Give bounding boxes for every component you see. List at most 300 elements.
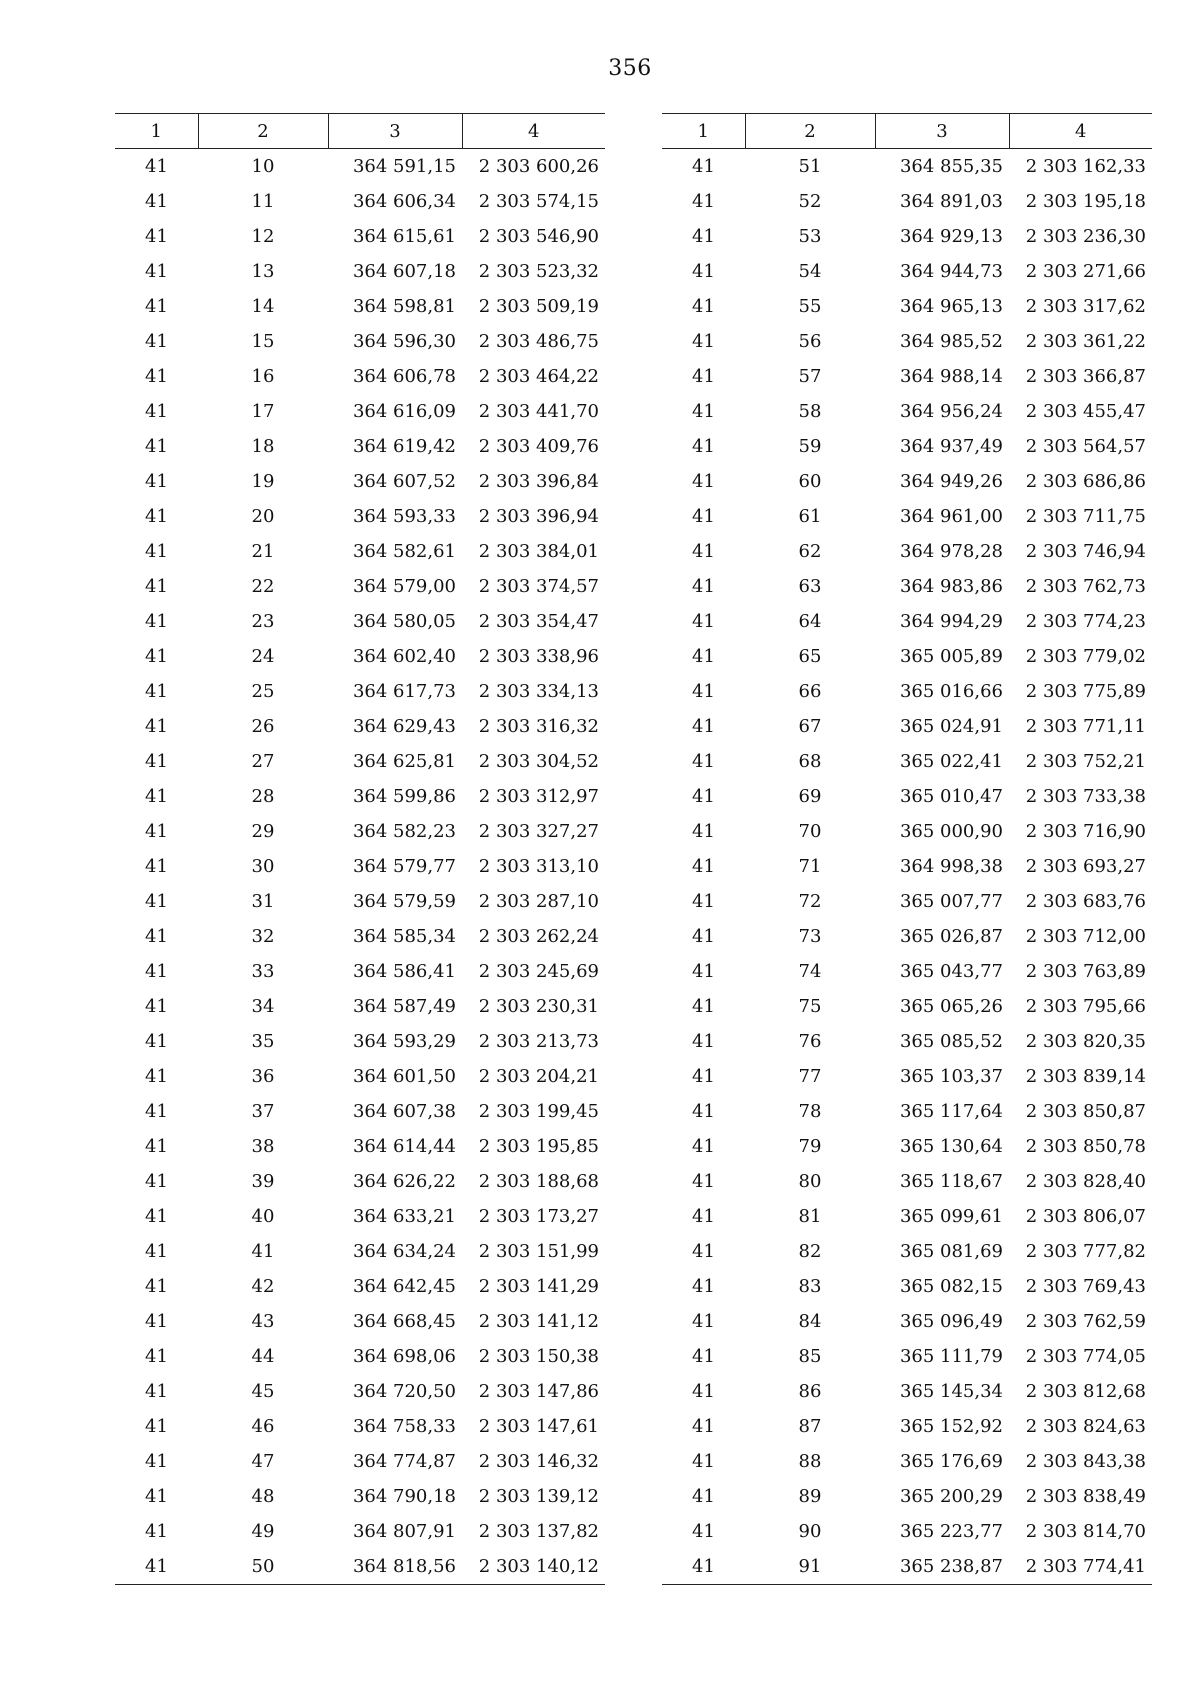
cell-coordinate-x: 364 587,49 <box>352 996 456 1017</box>
cell-section: 41 <box>145 1206 168 1227</box>
cell-point-number: 35 <box>251 1031 275 1052</box>
cell-coordinate-x: 365 111,79 <box>899 1346 1003 1367</box>
table-row <box>662 254 1152 289</box>
table-row <box>115 989 605 1024</box>
table-row <box>662 954 1152 989</box>
cell-section: 41 <box>145 191 168 212</box>
cell-coordinate-y: 2 303 774,05 <box>1025 1346 1146 1367</box>
table-row <box>115 359 605 394</box>
cell-section: 41 <box>692 1276 715 1297</box>
cell-section: 41 <box>692 996 715 1017</box>
cell-coordinate-x: 365 026,87 <box>899 926 1003 947</box>
cell-coordinate-x: 364 891,03 <box>899 191 1003 212</box>
cell-section: 41 <box>145 1031 168 1052</box>
table-row <box>115 674 605 709</box>
cell-coordinate-y: 2 303 396,84 <box>478 471 599 492</box>
cell-coordinate-x: 364 586,41 <box>352 961 456 982</box>
table-row <box>662 569 1152 604</box>
column-header-3: 3 <box>328 114 462 149</box>
cell-point-number: 15 <box>251 331 275 352</box>
cell-coordinate-x: 365 081,69 <box>899 1241 1003 1262</box>
cell-point-number: 59 <box>798 436 822 457</box>
table-row <box>115 779 605 814</box>
cell-coordinate-y: 2 303 236,30 <box>1025 226 1146 247</box>
cell-coordinate-x: 364 807,91 <box>352 1521 456 1542</box>
cell-coordinate-y: 2 303 814,70 <box>1025 1521 1146 1542</box>
table-row <box>115 1444 605 1479</box>
table-row <box>662 1549 1152 1585</box>
cell-coordinate-x: 364 642,45 <box>352 1276 456 1297</box>
table-row <box>115 1094 605 1129</box>
cell-section: 41 <box>692 401 715 422</box>
table-row <box>662 639 1152 674</box>
cell-coordinate-y: 2 303 716,90 <box>1025 821 1146 842</box>
cell-coordinate-y: 2 303 774,41 <box>1009 1549 1152 1585</box>
cell-point-number: 64 <box>798 611 822 632</box>
cell-point-number: 50 <box>198 1549 328 1585</box>
cell-section: 41 <box>145 821 168 842</box>
table-row <box>115 709 605 744</box>
cell-section: 41 <box>145 1171 168 1192</box>
cell-coordinate-y: 2 303 361,22 <box>1025 331 1146 352</box>
cell-section: 41 <box>145 401 168 422</box>
cell-point-number: 22 <box>251 576 275 597</box>
table-row <box>115 814 605 849</box>
cell-coordinate-y: 2 303 287,10 <box>478 891 599 912</box>
page-number: 356 <box>608 56 652 81</box>
cell-coordinate-x: 364 983,86 <box>899 576 1003 597</box>
table-row <box>662 464 1152 499</box>
cell-coordinate-y: 2 303 574,15 <box>478 191 599 212</box>
cell-coordinate-x: 364 582,23 <box>352 821 456 842</box>
cell-coordinate-y: 2 303 141,29 <box>478 1276 599 1297</box>
table-row <box>662 219 1152 254</box>
table-row <box>115 1269 605 1304</box>
table-row <box>662 884 1152 919</box>
cell-coordinate-y: 2 303 686,86 <box>1025 471 1146 492</box>
cell-section: 41 <box>145 786 168 807</box>
cell-section: 41 <box>692 1451 715 1472</box>
cell-coordinate-x: 365 103,37 <box>899 1066 1003 1087</box>
cell-coordinate-x: 365 024,91 <box>899 716 1003 737</box>
cell-coordinate-y: 2 303 774,23 <box>1025 611 1146 632</box>
table-row <box>662 779 1152 814</box>
cell-section: 41 <box>692 926 715 947</box>
cell-coordinate-y: 2 303 712,00 <box>1025 926 1146 947</box>
cell-coordinate-y: 2 303 564,57 <box>1025 436 1146 457</box>
cell-point-number: 88 <box>798 1451 822 1472</box>
cell-coordinate-x: 364 602,40 <box>352 646 456 667</box>
column-header-1: 1 <box>662 114 745 149</box>
cell-section: 41 <box>145 1276 168 1297</box>
cell-coordinate-x: 364 606,78 <box>352 366 456 387</box>
table-row <box>115 1059 605 1094</box>
cell-point-number: 67 <box>798 716 822 737</box>
cell-point-number: 71 <box>798 856 822 877</box>
cell-coordinate-x: 365 043,77 <box>899 961 1003 982</box>
cell-coordinate-x: 365 200,29 <box>899 1486 1003 1507</box>
cell-section: 41 <box>692 506 715 527</box>
cell-coordinate-x: 364 579,00 <box>352 576 456 597</box>
cell-coordinate-y: 2 303 824,63 <box>1025 1416 1146 1437</box>
cell-section: 41 <box>692 1416 715 1437</box>
column-header-1: 1 <box>115 114 198 149</box>
cell-coordinate-x: 364 633,21 <box>352 1206 456 1227</box>
cell-coordinate-x: 364 944,73 <box>899 261 1003 282</box>
cell-coordinate-x: 365 145,34 <box>899 1381 1003 1402</box>
cell-coordinate-y: 2 303 441,70 <box>478 401 599 422</box>
cell-coordinate-x: 364 579,77 <box>352 856 456 877</box>
cell-coordinate-y: 2 303 150,38 <box>478 1346 599 1367</box>
cell-coordinate-y: 2 303 850,78 <box>1025 1136 1146 1157</box>
table-body <box>115 149 605 1585</box>
cell-section: 41 <box>145 331 168 352</box>
table-row <box>115 744 605 779</box>
cell-section: 41 <box>692 786 715 807</box>
cell-section: 41 <box>692 1101 715 1122</box>
cell-section: 41 <box>145 996 168 1017</box>
cell-section: 41 <box>692 576 715 597</box>
cell-coordinate-y: 2 303 316,32 <box>478 716 599 737</box>
cell-coordinate-x: 364 585,34 <box>352 926 456 947</box>
cell-coordinate-x: 364 961,00 <box>899 506 1003 527</box>
cell-coordinate-y: 2 303 354,47 <box>478 611 599 632</box>
cell-coordinate-x: 364 607,18 <box>352 261 456 282</box>
cell-coordinate-x: 364 580,05 <box>352 611 456 632</box>
cell-point-number: 12 <box>251 226 275 247</box>
cell-coordinate-y: 2 303 850,87 <box>1025 1101 1146 1122</box>
cell-coordinate-x: 364 606,34 <box>352 191 456 212</box>
cell-section: 41 <box>145 576 168 597</box>
cell-point-number: 40 <box>251 1206 275 1227</box>
cell-coordinate-x: 365 238,87 <box>875 1549 1009 1585</box>
cell-point-number: 56 <box>798 331 822 352</box>
cell-coordinate-x: 364 591,15 <box>352 156 456 177</box>
cell-coordinate-y: 2 303 151,99 <box>478 1241 599 1262</box>
cell-coordinate-x: 364 634,24 <box>352 1241 456 1262</box>
cell-point-number: 76 <box>798 1031 822 1052</box>
cell-point-number: 78 <box>798 1101 822 1122</box>
cell-coordinate-y: 2 303 147,61 <box>478 1416 599 1437</box>
cell-coordinate-y: 2 303 374,57 <box>478 576 599 597</box>
table-row <box>115 1374 605 1409</box>
table-row <box>662 1409 1152 1444</box>
table-row <box>662 289 1152 324</box>
cell-coordinate-x: 365 016,66 <box>899 681 1003 702</box>
table-row <box>115 1409 605 1444</box>
cell-section: 41 <box>145 436 168 457</box>
cell-coordinate-y: 2 303 396,94 <box>478 506 599 527</box>
cell-coordinate-y: 2 303 327,27 <box>478 821 599 842</box>
cell-point-number: 66 <box>798 681 822 702</box>
cell-coordinate-x: 365 176,69 <box>899 1451 1003 1472</box>
cell-coordinate-y: 2 303 762,59 <box>1025 1311 1146 1332</box>
coordinate-tables <box>115 113 1147 1593</box>
table-row <box>662 1094 1152 1129</box>
cell-coordinate-y: 2 303 140,12 <box>462 1549 605 1585</box>
cell-section: 41 <box>692 1066 715 1087</box>
cell-point-number: 18 <box>251 436 275 457</box>
cell-coordinate-x: 364 994,29 <box>899 611 1003 632</box>
cell-section: 41 <box>692 611 715 632</box>
cell-point-number: 63 <box>798 576 822 597</box>
coordinate-table-right <box>662 113 1152 1585</box>
cell-coordinate-x: 364 626,22 <box>352 1171 456 1192</box>
cell-coordinate-y: 2 303 763,89 <box>1025 961 1146 982</box>
cell-section: 41 <box>145 716 168 737</box>
cell-coordinate-y: 2 303 188,68 <box>478 1171 599 1192</box>
cell-point-number: 24 <box>251 646 275 667</box>
cell-section: 41 <box>692 1311 715 1332</box>
cell-section: 41 <box>692 156 715 177</box>
cell-coordinate-x: 364 607,38 <box>352 1101 456 1122</box>
cell-coordinate-y: 2 303 839,14 <box>1025 1066 1146 1087</box>
table-row <box>662 849 1152 884</box>
column-header-2: 2 <box>745 114 875 149</box>
cell-section: 41 <box>692 261 715 282</box>
cell-point-number: 72 <box>798 891 822 912</box>
table-row <box>662 709 1152 744</box>
cell-coordinate-y: 2 303 455,47 <box>1025 401 1146 422</box>
column-header-3: 3 <box>875 114 1009 149</box>
cell-coordinate-x: 365 082,15 <box>899 1276 1003 1297</box>
cell-coordinate-y: 2 303 600,26 <box>478 156 599 177</box>
cell-coordinate-x: 364 601,50 <box>352 1066 456 1087</box>
cell-coordinate-y: 2 303 262,24 <box>478 926 599 947</box>
cell-point-number: 45 <box>251 1381 275 1402</box>
cell-coordinate-y: 2 303 195,18 <box>1025 191 1146 212</box>
cell-section: 41 <box>145 296 168 317</box>
cell-point-number: 47 <box>251 1451 275 1472</box>
cell-section: 41 <box>145 1346 168 1367</box>
cell-section: 41 <box>145 856 168 877</box>
cell-point-number: 14 <box>251 296 275 317</box>
cell-coordinate-x: 364 607,52 <box>352 471 456 492</box>
table-row <box>115 1479 605 1514</box>
cell-point-number: 13 <box>251 261 275 282</box>
table-row <box>115 919 605 954</box>
cell-point-number: 49 <box>251 1521 275 1542</box>
cell-coordinate-x: 364 617,73 <box>352 681 456 702</box>
cell-coordinate-y: 2 303 338,96 <box>478 646 599 667</box>
cell-coordinate-y: 2 303 313,10 <box>478 856 599 877</box>
cell-coordinate-x: 364 629,43 <box>352 716 456 737</box>
table-row <box>115 219 605 254</box>
cell-point-number: 79 <box>798 1136 822 1157</box>
cell-coordinate-x: 364 720,50 <box>352 1381 456 1402</box>
cell-coordinate-y: 2 303 820,35 <box>1025 1031 1146 1052</box>
cell-coordinate-y: 2 303 693,27 <box>1025 856 1146 877</box>
cell-coordinate-y: 2 303 141,12 <box>478 1311 599 1332</box>
cell-coordinate-y: 2 303 146,32 <box>478 1451 599 1472</box>
cell-coordinate-x: 364 599,86 <box>352 786 456 807</box>
cell-point-number: 29 <box>251 821 275 842</box>
table-row <box>115 1234 605 1269</box>
cell-section: 41 <box>692 961 715 982</box>
cell-section: 41 <box>692 471 715 492</box>
cell-coordinate-x: 364 998,38 <box>899 856 1003 877</box>
table-row <box>662 534 1152 569</box>
table-row <box>115 1164 605 1199</box>
cell-coordinate-y: 2 303 213,73 <box>478 1031 599 1052</box>
cell-section: 41 <box>692 1346 715 1367</box>
table-row <box>662 1479 1152 1514</box>
cell-coordinate-x: 364 593,33 <box>352 506 456 527</box>
cell-point-number: 26 <box>251 716 275 737</box>
cell-coordinate-y: 2 303 195,85 <box>478 1136 599 1157</box>
cell-coordinate-x: 364 579,59 <box>352 891 456 912</box>
cell-point-number: 74 <box>798 961 822 982</box>
column-header-4: 4 <box>462 114 605 149</box>
cell-point-number: 33 <box>251 961 275 982</box>
cell-coordinate-x: 365 096,49 <box>899 1311 1003 1332</box>
cell-coordinate-x: 365 085,52 <box>899 1031 1003 1052</box>
table-row <box>662 814 1152 849</box>
table-body <box>662 149 1152 1585</box>
table-row <box>662 1199 1152 1234</box>
cell-section: 41 <box>692 646 715 667</box>
table-row <box>662 359 1152 394</box>
cell-coordinate-x: 364 582,61 <box>352 541 456 562</box>
cell-coordinate-x: 364 615,61 <box>352 226 456 247</box>
cell-section: 41 <box>145 1136 168 1157</box>
cell-section: 41 <box>692 191 715 212</box>
cell-coordinate-x: 365 007,77 <box>899 891 1003 912</box>
cell-point-number: 23 <box>251 611 275 632</box>
table-row <box>662 1234 1152 1269</box>
cell-point-number: 87 <box>798 1416 822 1437</box>
table-row <box>662 1129 1152 1164</box>
table-row <box>115 429 605 464</box>
cell-section: 41 <box>145 1381 168 1402</box>
cell-coordinate-x: 364 698,06 <box>352 1346 456 1367</box>
table-row <box>662 499 1152 534</box>
cell-point-number: 89 <box>798 1486 822 1507</box>
cell-point-number: 80 <box>798 1171 822 1192</box>
cell-coordinate-x: 364 937,49 <box>899 436 1003 457</box>
column-header-2: 2 <box>198 114 328 149</box>
cell-coordinate-y: 2 303 746,94 <box>1025 541 1146 562</box>
table-row <box>115 1339 605 1374</box>
cell-point-number: 44 <box>251 1346 275 1367</box>
cell-point-number: 38 <box>251 1136 275 1157</box>
cell-section: 41 <box>145 1486 168 1507</box>
cell-coordinate-y: 2 303 409,76 <box>478 436 599 457</box>
cell-point-number: 65 <box>798 646 822 667</box>
cell-coordinate-y: 2 303 775,89 <box>1025 681 1146 702</box>
cell-coordinate-x: 365 022,41 <box>899 751 1003 772</box>
cell-coordinate-y: 2 303 752,21 <box>1025 751 1146 772</box>
cell-coordinate-y: 2 303 711,75 <box>1025 506 1146 527</box>
cell-section: 41 <box>145 681 168 702</box>
cell-point-number: 27 <box>251 751 275 772</box>
cell-section: 41 <box>145 156 168 177</box>
table-row <box>115 1129 605 1164</box>
table-row <box>662 1164 1152 1199</box>
cell-coordinate-x: 365 065,26 <box>899 996 1003 1017</box>
cell-point-number: 34 <box>251 996 275 1017</box>
column-header-4: 4 <box>1009 114 1152 149</box>
table-row <box>662 1374 1152 1409</box>
cell-coordinate-x: 364 593,29 <box>352 1031 456 1052</box>
cell-section: 41 <box>692 331 715 352</box>
cell-coordinate-y: 2 303 771,11 <box>1025 716 1146 737</box>
cell-section: 41 <box>692 296 715 317</box>
cell-section: 41 <box>145 261 168 282</box>
cell-section: 41 <box>662 1549 745 1585</box>
cell-coordinate-y: 2 303 366,87 <box>1025 366 1146 387</box>
cell-point-number: 36 <box>251 1066 275 1087</box>
cell-section: 41 <box>145 471 168 492</box>
cell-coordinate-y: 2 303 245,69 <box>478 961 599 982</box>
cell-point-number: 62 <box>798 541 822 562</box>
table-row <box>662 184 1152 219</box>
cell-coordinate-y: 2 303 204,21 <box>478 1066 599 1087</box>
cell-section: 41 <box>145 1416 168 1437</box>
table-row <box>662 1304 1152 1339</box>
cell-coordinate-y: 2 303 162,33 <box>1025 156 1146 177</box>
cell-section: 41 <box>145 926 168 947</box>
cell-coordinate-x: 364 619,42 <box>352 436 456 457</box>
cell-section: 41 <box>692 1521 715 1542</box>
cell-section: 41 <box>145 1066 168 1087</box>
cell-point-number: 10 <box>251 156 275 177</box>
table-row <box>662 1444 1152 1479</box>
cell-point-number: 42 <box>251 1276 275 1297</box>
cell-coordinate-x: 364 956,24 <box>899 401 1003 422</box>
table-row <box>115 604 605 639</box>
cell-coordinate-y: 2 303 173,27 <box>478 1206 599 1227</box>
cell-section: 41 <box>145 506 168 527</box>
cell-point-number: 16 <box>251 366 275 387</box>
cell-point-number: 81 <box>798 1206 822 1227</box>
table-row <box>115 1024 605 1059</box>
cell-coordinate-y: 2 303 147,86 <box>478 1381 599 1402</box>
cell-coordinate-x: 365 117,64 <box>899 1101 1003 1122</box>
cell-point-number: 32 <box>251 926 275 947</box>
table-row <box>662 324 1152 359</box>
cell-section: 41 <box>692 366 715 387</box>
cell-coordinate-y: 2 303 139,12 <box>478 1486 599 1507</box>
cell-section: 41 <box>692 436 715 457</box>
cell-coordinate-y: 2 303 683,76 <box>1025 891 1146 912</box>
cell-point-number: 85 <box>798 1346 822 1367</box>
cell-coordinate-y: 2 303 317,62 <box>1025 296 1146 317</box>
cell-section: 41 <box>692 226 715 247</box>
cell-coordinate-y: 2 303 304,52 <box>478 751 599 772</box>
cell-coordinate-x: 364 596,30 <box>352 331 456 352</box>
cell-point-number: 37 <box>251 1101 275 1122</box>
cell-point-number: 48 <box>251 1486 275 1507</box>
table-row <box>115 1199 605 1234</box>
table-row <box>662 429 1152 464</box>
table-row <box>115 499 605 534</box>
cell-point-number: 68 <box>798 751 822 772</box>
table-row <box>662 1024 1152 1059</box>
cell-point-number: 41 <box>251 1241 275 1262</box>
cell-point-number: 70 <box>798 821 822 842</box>
cell-coordinate-x: 364 985,52 <box>899 331 1003 352</box>
cell-coordinate-y: 2 303 762,73 <box>1025 576 1146 597</box>
cell-point-number: 60 <box>798 471 822 492</box>
table-row <box>115 1549 605 1585</box>
cell-coordinate-x: 365 005,89 <box>899 646 1003 667</box>
cell-point-number: 77 <box>798 1066 822 1087</box>
cell-coordinate-y: 2 303 828,40 <box>1025 1171 1146 1192</box>
cell-section: 41 <box>692 1136 715 1157</box>
cell-section: 41 <box>692 1381 715 1402</box>
table-row <box>115 849 605 884</box>
